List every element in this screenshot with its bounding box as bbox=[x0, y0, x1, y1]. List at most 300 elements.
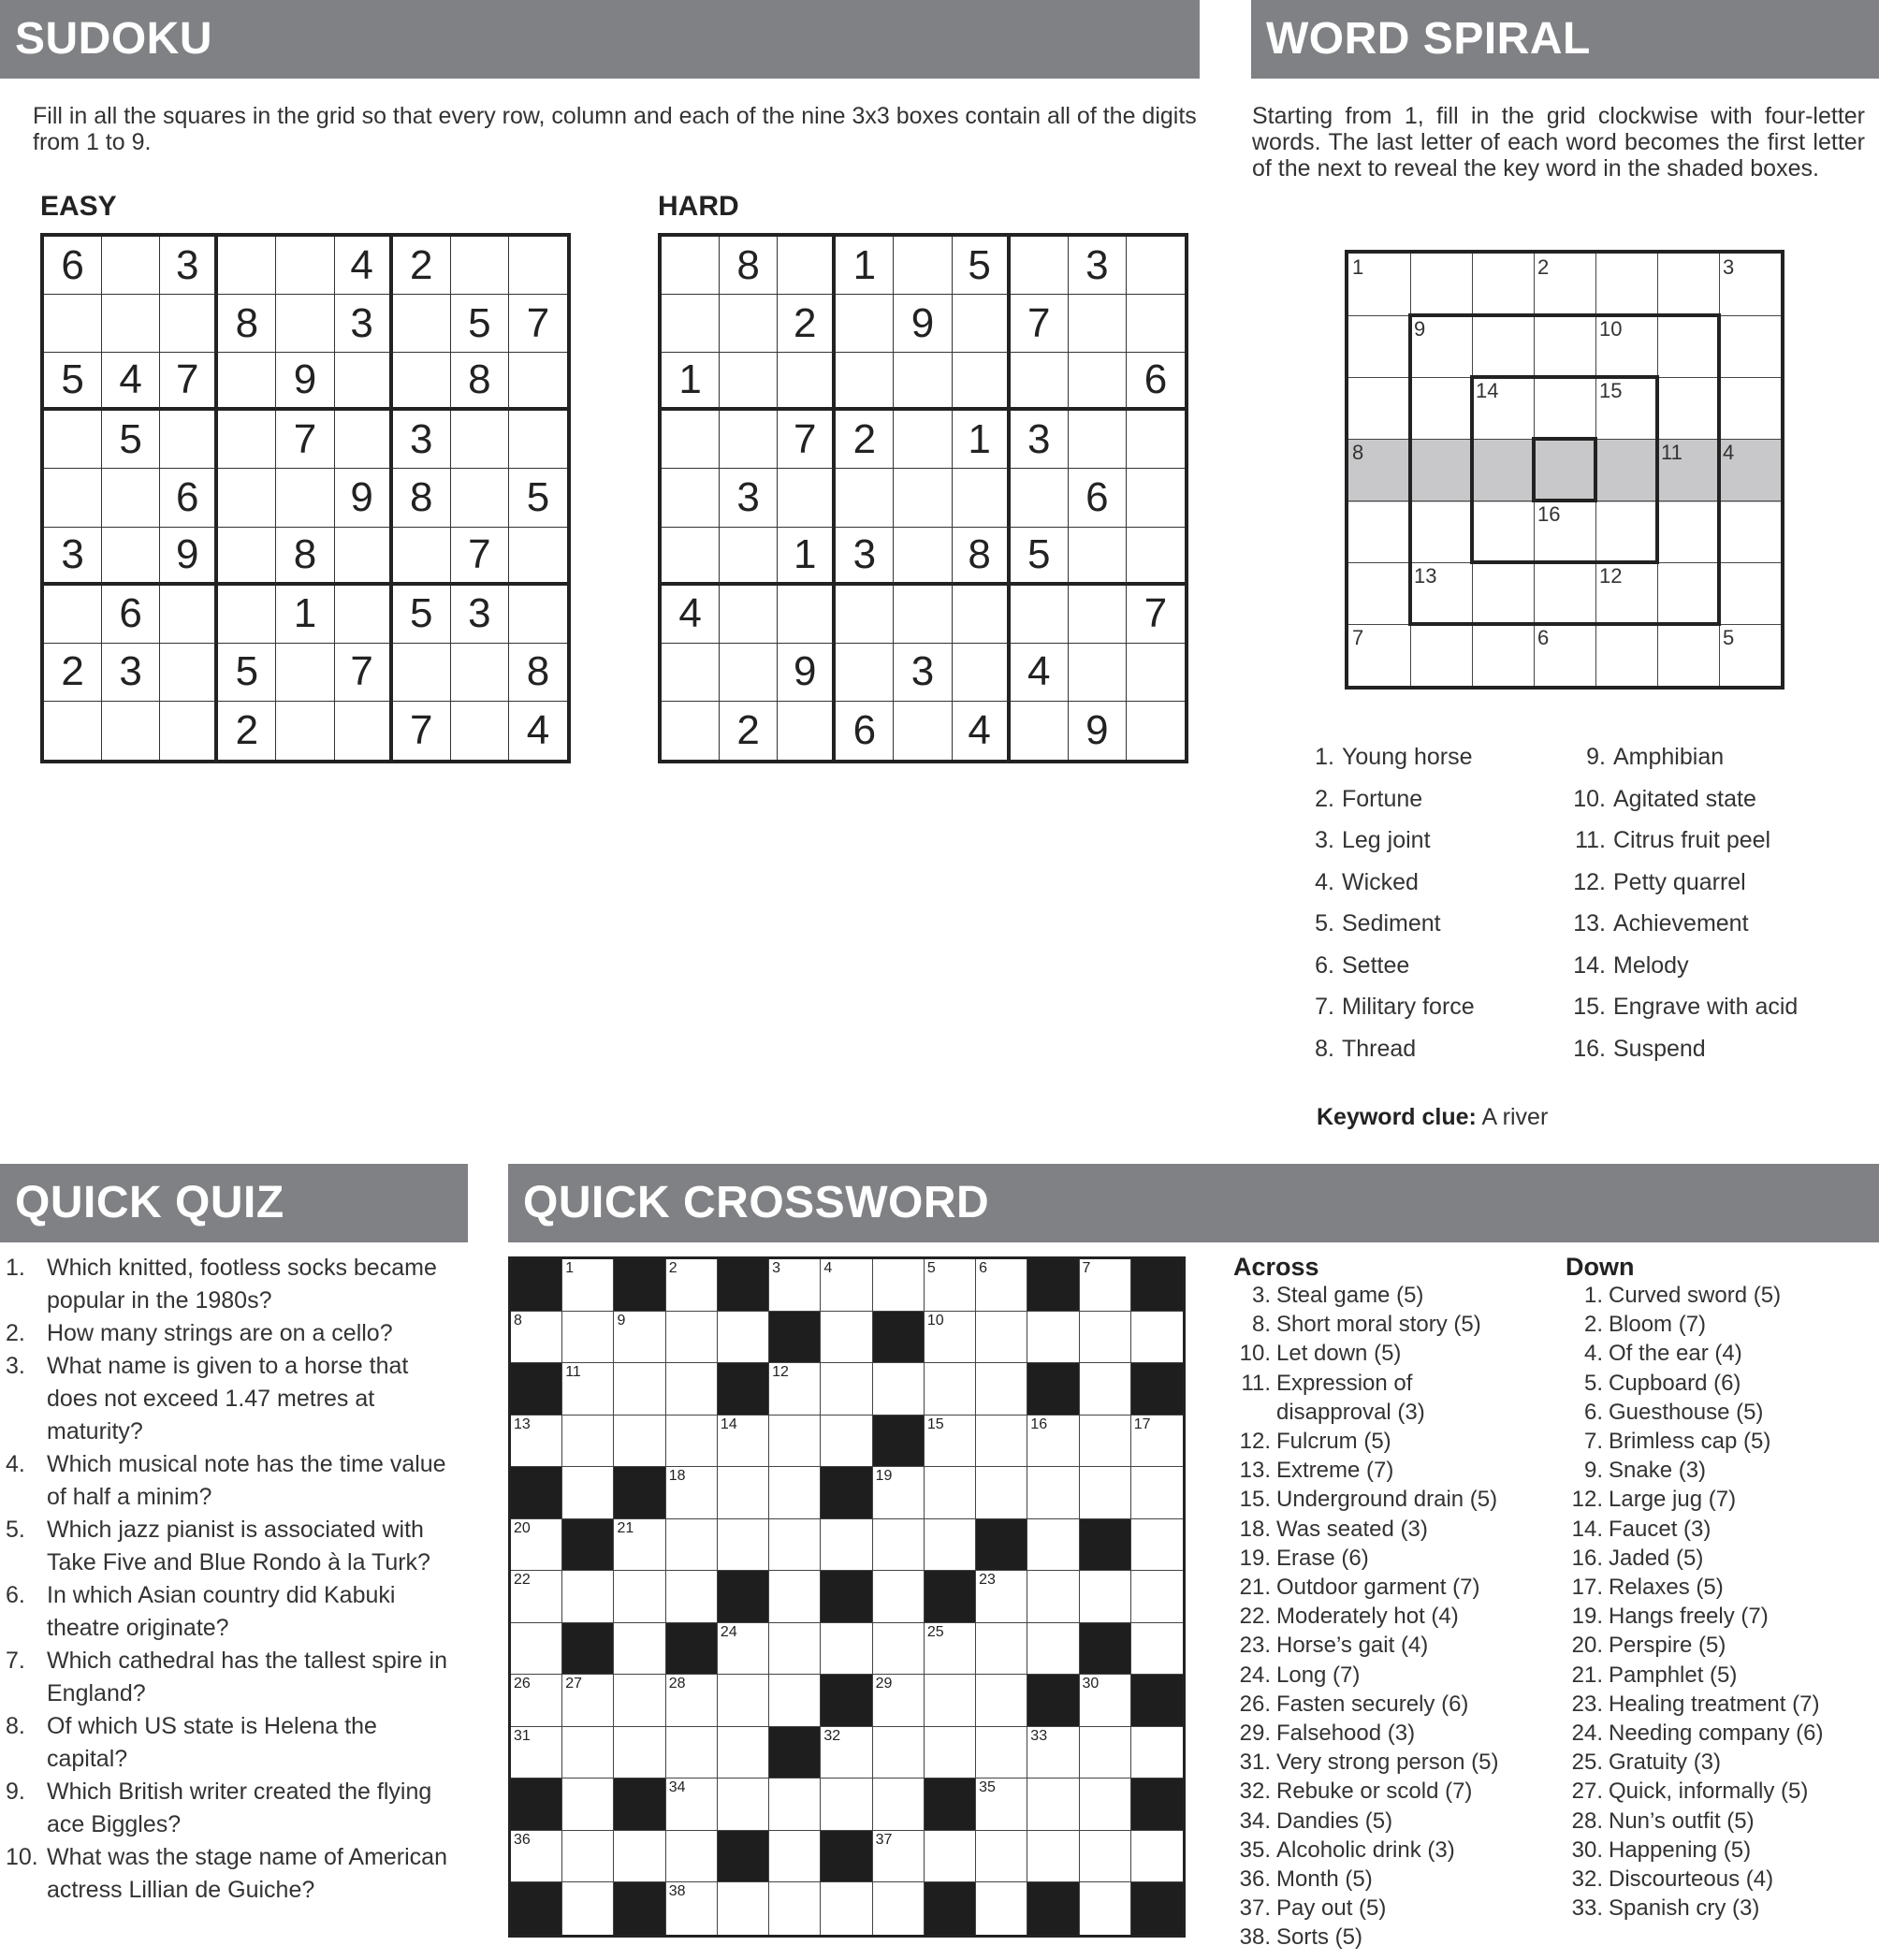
crossword-cell[interactable] bbox=[976, 1727, 1027, 1779]
crossword-cell[interactable] bbox=[821, 1312, 872, 1364]
sudoku-cell[interactable]: 6 bbox=[1127, 353, 1185, 411]
sudoku-cell[interactable]: 6 bbox=[1069, 469, 1127, 527]
sudoku-cell[interactable] bbox=[836, 469, 894, 527]
crossword-cell[interactable] bbox=[562, 1882, 614, 1935]
sudoku-cell[interactable] bbox=[335, 528, 393, 586]
sudoku-cell[interactable]: 2 bbox=[393, 237, 451, 295]
crossword-cell-number: 8 bbox=[514, 1312, 522, 1328]
sudoku-cell[interactable] bbox=[778, 469, 836, 527]
sudoku-cell[interactable]: 5 bbox=[218, 644, 276, 702]
sudoku-cell[interactable] bbox=[276, 702, 334, 760]
crossword-cell[interactable] bbox=[511, 1831, 562, 1883]
crossword-cell[interactable] bbox=[976, 1312, 1027, 1364]
crossword-cell[interactable] bbox=[976, 1363, 1027, 1416]
sudoku-cell[interactable] bbox=[160, 411, 218, 469]
sudoku-cell[interactable] bbox=[953, 586, 1011, 644]
crossword-cell[interactable] bbox=[718, 1416, 769, 1468]
sudoku-cell[interactable] bbox=[1127, 702, 1185, 760]
sudoku-cell[interactable]: 7 bbox=[451, 528, 509, 586]
sudoku-cell[interactable] bbox=[335, 702, 393, 760]
sudoku-cell[interactable] bbox=[451, 237, 509, 295]
crossword-cell[interactable] bbox=[614, 1363, 665, 1416]
crossword-cell[interactable] bbox=[1080, 1312, 1131, 1364]
crossword-cell[interactable] bbox=[511, 1727, 562, 1779]
sudoku-cell[interactable] bbox=[335, 411, 393, 469]
sudoku-cell[interactable]: 8 bbox=[218, 295, 276, 353]
sudoku-cell[interactable]: 6 bbox=[836, 702, 894, 760]
sudoku-cell[interactable]: 1 bbox=[662, 353, 720, 411]
sudoku-cell[interactable] bbox=[894, 353, 952, 411]
crossword-cell[interactable] bbox=[925, 1675, 976, 1727]
crossword-cell[interactable] bbox=[614, 1727, 665, 1779]
crossword-cell[interactable] bbox=[666, 1312, 718, 1364]
sudoku-cell[interactable] bbox=[720, 295, 778, 353]
sudoku-cell[interactable] bbox=[509, 353, 567, 411]
sudoku-cell[interactable] bbox=[102, 237, 160, 295]
sudoku-cell[interactable]: 8 bbox=[451, 353, 509, 411]
sudoku-cell[interactable] bbox=[1127, 469, 1185, 527]
crossword-cell[interactable] bbox=[769, 1831, 821, 1883]
sudoku-cell[interactable]: 3 bbox=[720, 469, 778, 527]
crossword-cell[interactable] bbox=[976, 1882, 1027, 1935]
crossword-cell[interactable] bbox=[1080, 1882, 1131, 1935]
crossword-cell[interactable] bbox=[769, 1363, 821, 1416]
sudoku-cell[interactable] bbox=[218, 353, 276, 411]
sudoku-cell[interactable] bbox=[335, 353, 393, 411]
crossword-cell[interactable] bbox=[1027, 1831, 1079, 1883]
sudoku-cell[interactable]: 5 bbox=[509, 469, 567, 527]
sudoku-cell[interactable]: 3 bbox=[160, 237, 218, 295]
sudoku-cell[interactable] bbox=[662, 295, 720, 353]
sudoku-cell[interactable] bbox=[102, 295, 160, 353]
crossword-cell[interactable] bbox=[1027, 1467, 1079, 1519]
crossword-cell[interactable] bbox=[718, 1675, 769, 1727]
sudoku-cell[interactable]: 6 bbox=[160, 469, 218, 527]
crossword-cell[interactable] bbox=[562, 1416, 614, 1468]
crossword-cell[interactable] bbox=[1080, 1363, 1131, 1416]
sudoku-cell[interactable] bbox=[1069, 295, 1127, 353]
sudoku-cell[interactable] bbox=[1069, 586, 1127, 644]
sudoku-cell[interactable] bbox=[1011, 586, 1069, 644]
sudoku-cell[interactable]: 6 bbox=[44, 237, 102, 295]
crossword-cell[interactable] bbox=[821, 1882, 872, 1935]
sudoku-cell[interactable]: 4 bbox=[953, 702, 1011, 760]
sudoku-cell[interactable]: 2 bbox=[218, 702, 276, 760]
crossword-cell[interactable] bbox=[666, 1831, 718, 1883]
sudoku-cell[interactable] bbox=[662, 644, 720, 702]
sudoku-cell[interactable] bbox=[44, 586, 102, 644]
crossword-cell[interactable] bbox=[769, 1779, 821, 1831]
crossword-cell[interactable] bbox=[1080, 1779, 1131, 1831]
sudoku-cell[interactable] bbox=[1127, 237, 1185, 295]
sudoku-cell[interactable]: 2 bbox=[44, 644, 102, 702]
crossword-cell[interactable] bbox=[925, 1467, 976, 1519]
sudoku-cell[interactable] bbox=[393, 644, 451, 702]
crossword-cell[interactable] bbox=[1131, 1623, 1183, 1676]
crossword-cell[interactable] bbox=[614, 1519, 665, 1572]
sudoku-cell[interactable]: 8 bbox=[393, 469, 451, 527]
sudoku-cell[interactable] bbox=[160, 702, 218, 760]
sudoku-cell[interactable] bbox=[102, 702, 160, 760]
crossword-cell[interactable] bbox=[976, 1416, 1027, 1468]
crossword-cell[interactable] bbox=[873, 1519, 925, 1572]
crossword-cell[interactable] bbox=[666, 1779, 718, 1831]
crossword-cell[interactable] bbox=[769, 1675, 821, 1727]
crossword-cell[interactable] bbox=[666, 1467, 718, 1519]
crossword-cell[interactable] bbox=[873, 1779, 925, 1831]
crossword-cell[interactable] bbox=[873, 1363, 925, 1416]
sudoku-cell[interactable]: 9 bbox=[335, 469, 393, 527]
crossword-cell[interactable] bbox=[873, 1675, 925, 1727]
sudoku-cell[interactable] bbox=[1127, 528, 1185, 586]
clue-number: 12. bbox=[1239, 1429, 1271, 1455]
crossword-cell[interactable] bbox=[562, 1363, 614, 1416]
crossword-cell[interactable] bbox=[873, 1882, 925, 1935]
crossword-black-square bbox=[1131, 1259, 1183, 1312]
crossword-cell[interactable] bbox=[562, 1259, 614, 1312]
sudoku-cell[interactable] bbox=[509, 411, 567, 469]
crossword-cell[interactable] bbox=[1080, 1467, 1131, 1519]
crossword-cell[interactable] bbox=[1080, 1259, 1131, 1312]
sudoku-cell[interactable] bbox=[1069, 353, 1127, 411]
crossword-cell[interactable] bbox=[769, 1259, 821, 1312]
sudoku-cell[interactable]: 1 bbox=[276, 586, 334, 644]
clue-number: 16. bbox=[1573, 1035, 1606, 1062]
crossword-cell[interactable] bbox=[1131, 1727, 1183, 1779]
sudoku-cell[interactable] bbox=[44, 295, 102, 353]
crossword-cell[interactable] bbox=[976, 1571, 1027, 1623]
sudoku-cell[interactable] bbox=[720, 411, 778, 469]
sudoku-cell[interactable] bbox=[953, 644, 1011, 702]
crossword-cell[interactable] bbox=[1027, 1779, 1079, 1831]
crossword-cell[interactable] bbox=[976, 1779, 1027, 1831]
sudoku-cell[interactable]: 7 bbox=[509, 295, 567, 353]
sudoku-cell[interactable]: 4 bbox=[1011, 644, 1069, 702]
crossword-cell[interactable] bbox=[821, 1519, 872, 1572]
sudoku-cell[interactable] bbox=[160, 644, 218, 702]
crossword-cell[interactable] bbox=[1080, 1416, 1131, 1468]
sudoku-cell[interactable]: 3 bbox=[451, 586, 509, 644]
crossword-cell[interactable] bbox=[821, 1727, 872, 1779]
sudoku-cell[interactable]: 3 bbox=[44, 528, 102, 586]
sudoku-cell[interactable]: 9 bbox=[778, 644, 836, 702]
sudoku-cell[interactable] bbox=[894, 702, 952, 760]
sudoku-cell[interactable] bbox=[953, 295, 1011, 353]
crossword-cell[interactable] bbox=[718, 1519, 769, 1572]
sudoku-cell[interactable] bbox=[1011, 237, 1069, 295]
crossword-cell[interactable] bbox=[562, 1467, 614, 1519]
crossword-cell[interactable] bbox=[925, 1363, 976, 1416]
sudoku-cell[interactable]: 1 bbox=[953, 411, 1011, 469]
sudoku-cell[interactable]: 4 bbox=[102, 353, 160, 411]
sudoku-cell[interactable]: 3 bbox=[1069, 237, 1127, 295]
crossword-cell[interactable] bbox=[614, 1675, 665, 1727]
sudoku-cell[interactable] bbox=[662, 702, 720, 760]
crossword-cell[interactable] bbox=[666, 1727, 718, 1779]
crossword-cell[interactable] bbox=[1027, 1519, 1079, 1572]
crossword-cell[interactable] bbox=[614, 1571, 665, 1623]
crossword-cell[interactable] bbox=[511, 1416, 562, 1468]
crossword-cell[interactable] bbox=[562, 1312, 614, 1364]
sudoku-cell[interactable] bbox=[894, 237, 952, 295]
crossword-cell[interactable] bbox=[769, 1467, 821, 1519]
sudoku-cell[interactable] bbox=[509, 528, 567, 586]
crossword-cell[interactable] bbox=[1131, 1416, 1183, 1468]
crossword-cell[interactable] bbox=[1131, 1312, 1183, 1364]
sudoku-cell[interactable]: 7 bbox=[160, 353, 218, 411]
sudoku-cell[interactable] bbox=[451, 411, 509, 469]
sudoku-cell[interactable] bbox=[1011, 469, 1069, 527]
crossword-cell[interactable] bbox=[666, 1363, 718, 1416]
sudoku-cell[interactable] bbox=[451, 644, 509, 702]
crossword-cell[interactable] bbox=[821, 1623, 872, 1676]
crossword-cell[interactable] bbox=[873, 1571, 925, 1623]
sudoku-cell[interactable]: 1 bbox=[836, 237, 894, 295]
crossword-cell[interactable] bbox=[1080, 1727, 1131, 1779]
sudoku-cell[interactable] bbox=[894, 411, 952, 469]
crossword-cell[interactable] bbox=[614, 1623, 665, 1676]
crossword-cell[interactable] bbox=[666, 1416, 718, 1468]
crossword-cell[interactable] bbox=[925, 1259, 976, 1312]
crossword-cell[interactable] bbox=[769, 1623, 821, 1676]
crossword-cell[interactable] bbox=[562, 1831, 614, 1883]
crossword-cell[interactable] bbox=[873, 1727, 925, 1779]
crossword-cell[interactable] bbox=[821, 1259, 872, 1312]
crossword-cell[interactable] bbox=[666, 1571, 718, 1623]
sudoku-cell[interactable] bbox=[894, 586, 952, 644]
sudoku-cell[interactable] bbox=[836, 586, 894, 644]
crossword-cell[interactable] bbox=[821, 1363, 872, 1416]
sudoku-cell[interactable]: 5 bbox=[393, 586, 451, 644]
sudoku-cell[interactable]: 2 bbox=[836, 411, 894, 469]
sudoku-cell[interactable] bbox=[44, 702, 102, 760]
sudoku-cell[interactable] bbox=[836, 353, 894, 411]
crossword-cell[interactable] bbox=[1027, 1623, 1079, 1676]
sudoku-cell[interactable]: 5 bbox=[44, 353, 102, 411]
sudoku-cell[interactable]: 3 bbox=[894, 644, 952, 702]
sudoku-cell[interactable] bbox=[1069, 528, 1127, 586]
crossword-clue bbox=[1233, 1281, 1523, 1310]
crossword-cell[interactable] bbox=[925, 1519, 976, 1572]
sudoku-cell[interactable]: 3 bbox=[1011, 411, 1069, 469]
sudoku-cell[interactable] bbox=[953, 353, 1011, 411]
crossword-cell[interactable] bbox=[562, 1727, 614, 1779]
sudoku-cell[interactable]: 4 bbox=[335, 237, 393, 295]
crossword-cell[interactable] bbox=[769, 1416, 821, 1468]
sudoku-cell[interactable] bbox=[509, 237, 567, 295]
crossword-cell[interactable] bbox=[614, 1831, 665, 1883]
sudoku-cell[interactable]: 8 bbox=[509, 644, 567, 702]
sudoku-cell[interactable] bbox=[662, 469, 720, 527]
sudoku-cell[interactable] bbox=[218, 586, 276, 644]
crossword-cell[interactable] bbox=[925, 1312, 976, 1364]
crossword-cell[interactable] bbox=[925, 1831, 976, 1883]
sudoku-cell[interactable] bbox=[102, 469, 160, 527]
crossword-cell[interactable] bbox=[873, 1467, 925, 1519]
sudoku-cell[interactable] bbox=[836, 644, 894, 702]
sudoku-cell[interactable]: 9 bbox=[1069, 702, 1127, 760]
sudoku-cell[interactable] bbox=[836, 295, 894, 353]
sudoku-cell[interactable]: 7 bbox=[1011, 295, 1069, 353]
sudoku-cell[interactable]: 7 bbox=[778, 411, 836, 469]
crossword-cell[interactable] bbox=[769, 1882, 821, 1935]
crossword-cell[interactable] bbox=[718, 1467, 769, 1519]
sudoku-cell[interactable] bbox=[160, 295, 218, 353]
sudoku-cell[interactable]: 7 bbox=[393, 702, 451, 760]
sudoku-cell[interactable] bbox=[276, 644, 334, 702]
crossword-cell[interactable] bbox=[614, 1416, 665, 1468]
crossword-cell[interactable] bbox=[718, 1882, 769, 1935]
sudoku-cell[interactable] bbox=[44, 411, 102, 469]
crossword-cell[interactable] bbox=[1131, 1831, 1183, 1883]
crossword-cell[interactable] bbox=[1131, 1467, 1183, 1519]
sudoku-cell[interactable]: 5 bbox=[102, 411, 160, 469]
sudoku-cell[interactable] bbox=[276, 469, 334, 527]
crossword-cell[interactable] bbox=[873, 1623, 925, 1676]
crossword-cell[interactable] bbox=[511, 1623, 562, 1676]
sudoku-cell[interactable] bbox=[1069, 411, 1127, 469]
crossword-cell[interactable] bbox=[1080, 1675, 1131, 1727]
crossword-cell[interactable] bbox=[1027, 1312, 1079, 1364]
sudoku-cell[interactable]: 1 bbox=[778, 528, 836, 586]
sudoku-cell[interactable]: 5 bbox=[1011, 528, 1069, 586]
sudoku-cell[interactable] bbox=[218, 469, 276, 527]
sudoku-cell[interactable] bbox=[1011, 353, 1069, 411]
sudoku-cell[interactable] bbox=[894, 528, 952, 586]
sudoku-cell[interactable]: 8 bbox=[953, 528, 1011, 586]
sudoku-cell[interactable] bbox=[218, 528, 276, 586]
sudoku-cell[interactable]: 3 bbox=[393, 411, 451, 469]
crossword-cell[interactable] bbox=[562, 1675, 614, 1727]
crossword-cell[interactable] bbox=[976, 1623, 1027, 1676]
sudoku-cell[interactable]: 6 bbox=[102, 586, 160, 644]
sudoku-cell[interactable] bbox=[393, 295, 451, 353]
sudoku-cell[interactable] bbox=[451, 469, 509, 527]
sudoku-cell[interactable] bbox=[720, 586, 778, 644]
sudoku-cell[interactable] bbox=[44, 469, 102, 527]
sudoku-cell[interactable]: 3 bbox=[836, 528, 894, 586]
sudoku-cell[interactable] bbox=[778, 702, 836, 760]
sudoku-cell[interactable] bbox=[276, 237, 334, 295]
sudoku-cell[interactable]: 4 bbox=[662, 586, 720, 644]
crossword-cell[interactable] bbox=[666, 1882, 718, 1935]
sudoku-cell[interactable] bbox=[218, 237, 276, 295]
crossword-cell[interactable] bbox=[976, 1467, 1027, 1519]
crossword-cell[interactable] bbox=[562, 1779, 614, 1831]
sudoku-cell[interactable]: 4 bbox=[526, 706, 550, 753]
crossword-cell[interactable] bbox=[511, 1312, 562, 1364]
sudoku-cell[interactable] bbox=[102, 528, 160, 586]
crossword-cell[interactable] bbox=[1131, 1519, 1183, 1572]
crossword-cell[interactable] bbox=[873, 1831, 925, 1883]
sudoku-cell[interactable] bbox=[1127, 411, 1185, 469]
crossword-cell[interactable] bbox=[1080, 1571, 1131, 1623]
sudoku-cell[interactable]: 3 bbox=[335, 295, 393, 353]
crossword-cell[interactable] bbox=[976, 1259, 1027, 1312]
crossword-cell[interactable] bbox=[1131, 1571, 1183, 1623]
sudoku-cell[interactable] bbox=[335, 586, 393, 644]
sudoku-cell[interactable] bbox=[393, 528, 451, 586]
sudoku-cell[interactable] bbox=[720, 353, 778, 411]
sudoku-cell[interactable] bbox=[1069, 644, 1127, 702]
spiral-cell-number: 6 bbox=[1537, 626, 1550, 649]
sudoku-cell[interactable]: 5 bbox=[953, 237, 1011, 295]
sudoku-cell[interactable] bbox=[662, 528, 720, 586]
crossword-cell[interactable] bbox=[718, 1312, 769, 1364]
sudoku-cell[interactable]: 2 bbox=[720, 702, 778, 760]
sudoku-cell[interactable]: 7 bbox=[276, 411, 334, 469]
crossword-cell[interactable] bbox=[666, 1519, 718, 1572]
crossword-cell[interactable] bbox=[666, 1675, 718, 1727]
crossword-cell[interactable] bbox=[1027, 1416, 1079, 1468]
sudoku-cell[interactable]: 9 bbox=[894, 295, 952, 353]
sudoku-cell[interactable]: 5 bbox=[451, 295, 509, 353]
crossword-cell[interactable] bbox=[666, 1259, 718, 1312]
crossword-cell[interactable] bbox=[718, 1779, 769, 1831]
sudoku-cell[interactable]: 2 bbox=[778, 295, 836, 353]
sudoku-cell[interactable] bbox=[393, 353, 451, 411]
sudoku-cell[interactable] bbox=[1127, 644, 1185, 702]
sudoku-cell[interactable] bbox=[778, 586, 836, 644]
crossword-cell[interactable] bbox=[1027, 1727, 1079, 1779]
crossword-cell[interactable] bbox=[562, 1571, 614, 1623]
crossword-cell[interactable] bbox=[925, 1416, 976, 1468]
sudoku-cell[interactable]: 7 bbox=[335, 644, 393, 702]
sudoku-cell[interactable] bbox=[218, 411, 276, 469]
crossword-cell[interactable] bbox=[925, 1623, 976, 1676]
sudoku-cell[interactable] bbox=[451, 702, 509, 760]
crossword-cell[interactable] bbox=[1027, 1571, 1079, 1623]
crossword-cell[interactable] bbox=[511, 1675, 562, 1727]
crossword-cell[interactable] bbox=[976, 1675, 1027, 1727]
sudoku-cell[interactable]: 7 bbox=[1127, 586, 1185, 644]
sudoku-cell[interactable]: 9 bbox=[276, 353, 334, 411]
sudoku-cell[interactable] bbox=[720, 528, 778, 586]
crossword-cell[interactable] bbox=[718, 1727, 769, 1779]
crossword-cell[interactable] bbox=[718, 1623, 769, 1676]
sudoku-cell[interactable] bbox=[778, 237, 836, 295]
crossword-cell[interactable] bbox=[821, 1779, 872, 1831]
sudoku-cell[interactable] bbox=[662, 411, 720, 469]
crossword-cell[interactable] bbox=[511, 1571, 562, 1623]
crossword-cell[interactable] bbox=[925, 1727, 976, 1779]
sudoku-cell[interactable]: 8 bbox=[720, 237, 778, 295]
sudoku-cell[interactable]: 3 bbox=[102, 644, 160, 702]
sudoku-cell[interactable]: 8 bbox=[276, 528, 334, 586]
crossword-cell[interactable] bbox=[769, 1571, 821, 1623]
crossword-cell[interactable] bbox=[614, 1312, 665, 1364]
sudoku-cell[interactable] bbox=[509, 586, 567, 644]
crossword-cell[interactable] bbox=[873, 1259, 925, 1312]
clue-text: Steal game (5) bbox=[1276, 1283, 1424, 1308]
sudoku-cell[interactable] bbox=[778, 353, 836, 411]
crossword-cell[interactable] bbox=[511, 1519, 562, 1572]
sudoku-cell[interactable] bbox=[276, 295, 334, 353]
sudoku-cell[interactable] bbox=[1011, 702, 1069, 760]
sudoku-cell[interactable] bbox=[894, 469, 952, 527]
sudoku-cell[interactable] bbox=[953, 469, 1011, 527]
crossword-cell[interactable] bbox=[821, 1416, 872, 1468]
sudoku-cell[interactable]: 9 bbox=[160, 528, 218, 586]
sudoku-cell[interactable] bbox=[160, 586, 218, 644]
sudoku-cell[interactable] bbox=[720, 644, 778, 702]
crossword-cell[interactable] bbox=[1080, 1831, 1131, 1883]
sudoku-cell[interactable] bbox=[662, 237, 720, 295]
crossword-cell[interactable] bbox=[976, 1831, 1027, 1883]
crossword-cell-number: 22 bbox=[514, 1572, 531, 1589]
sudoku-cell[interactable] bbox=[1127, 295, 1185, 353]
crossword-cell[interactable] bbox=[769, 1519, 821, 1572]
